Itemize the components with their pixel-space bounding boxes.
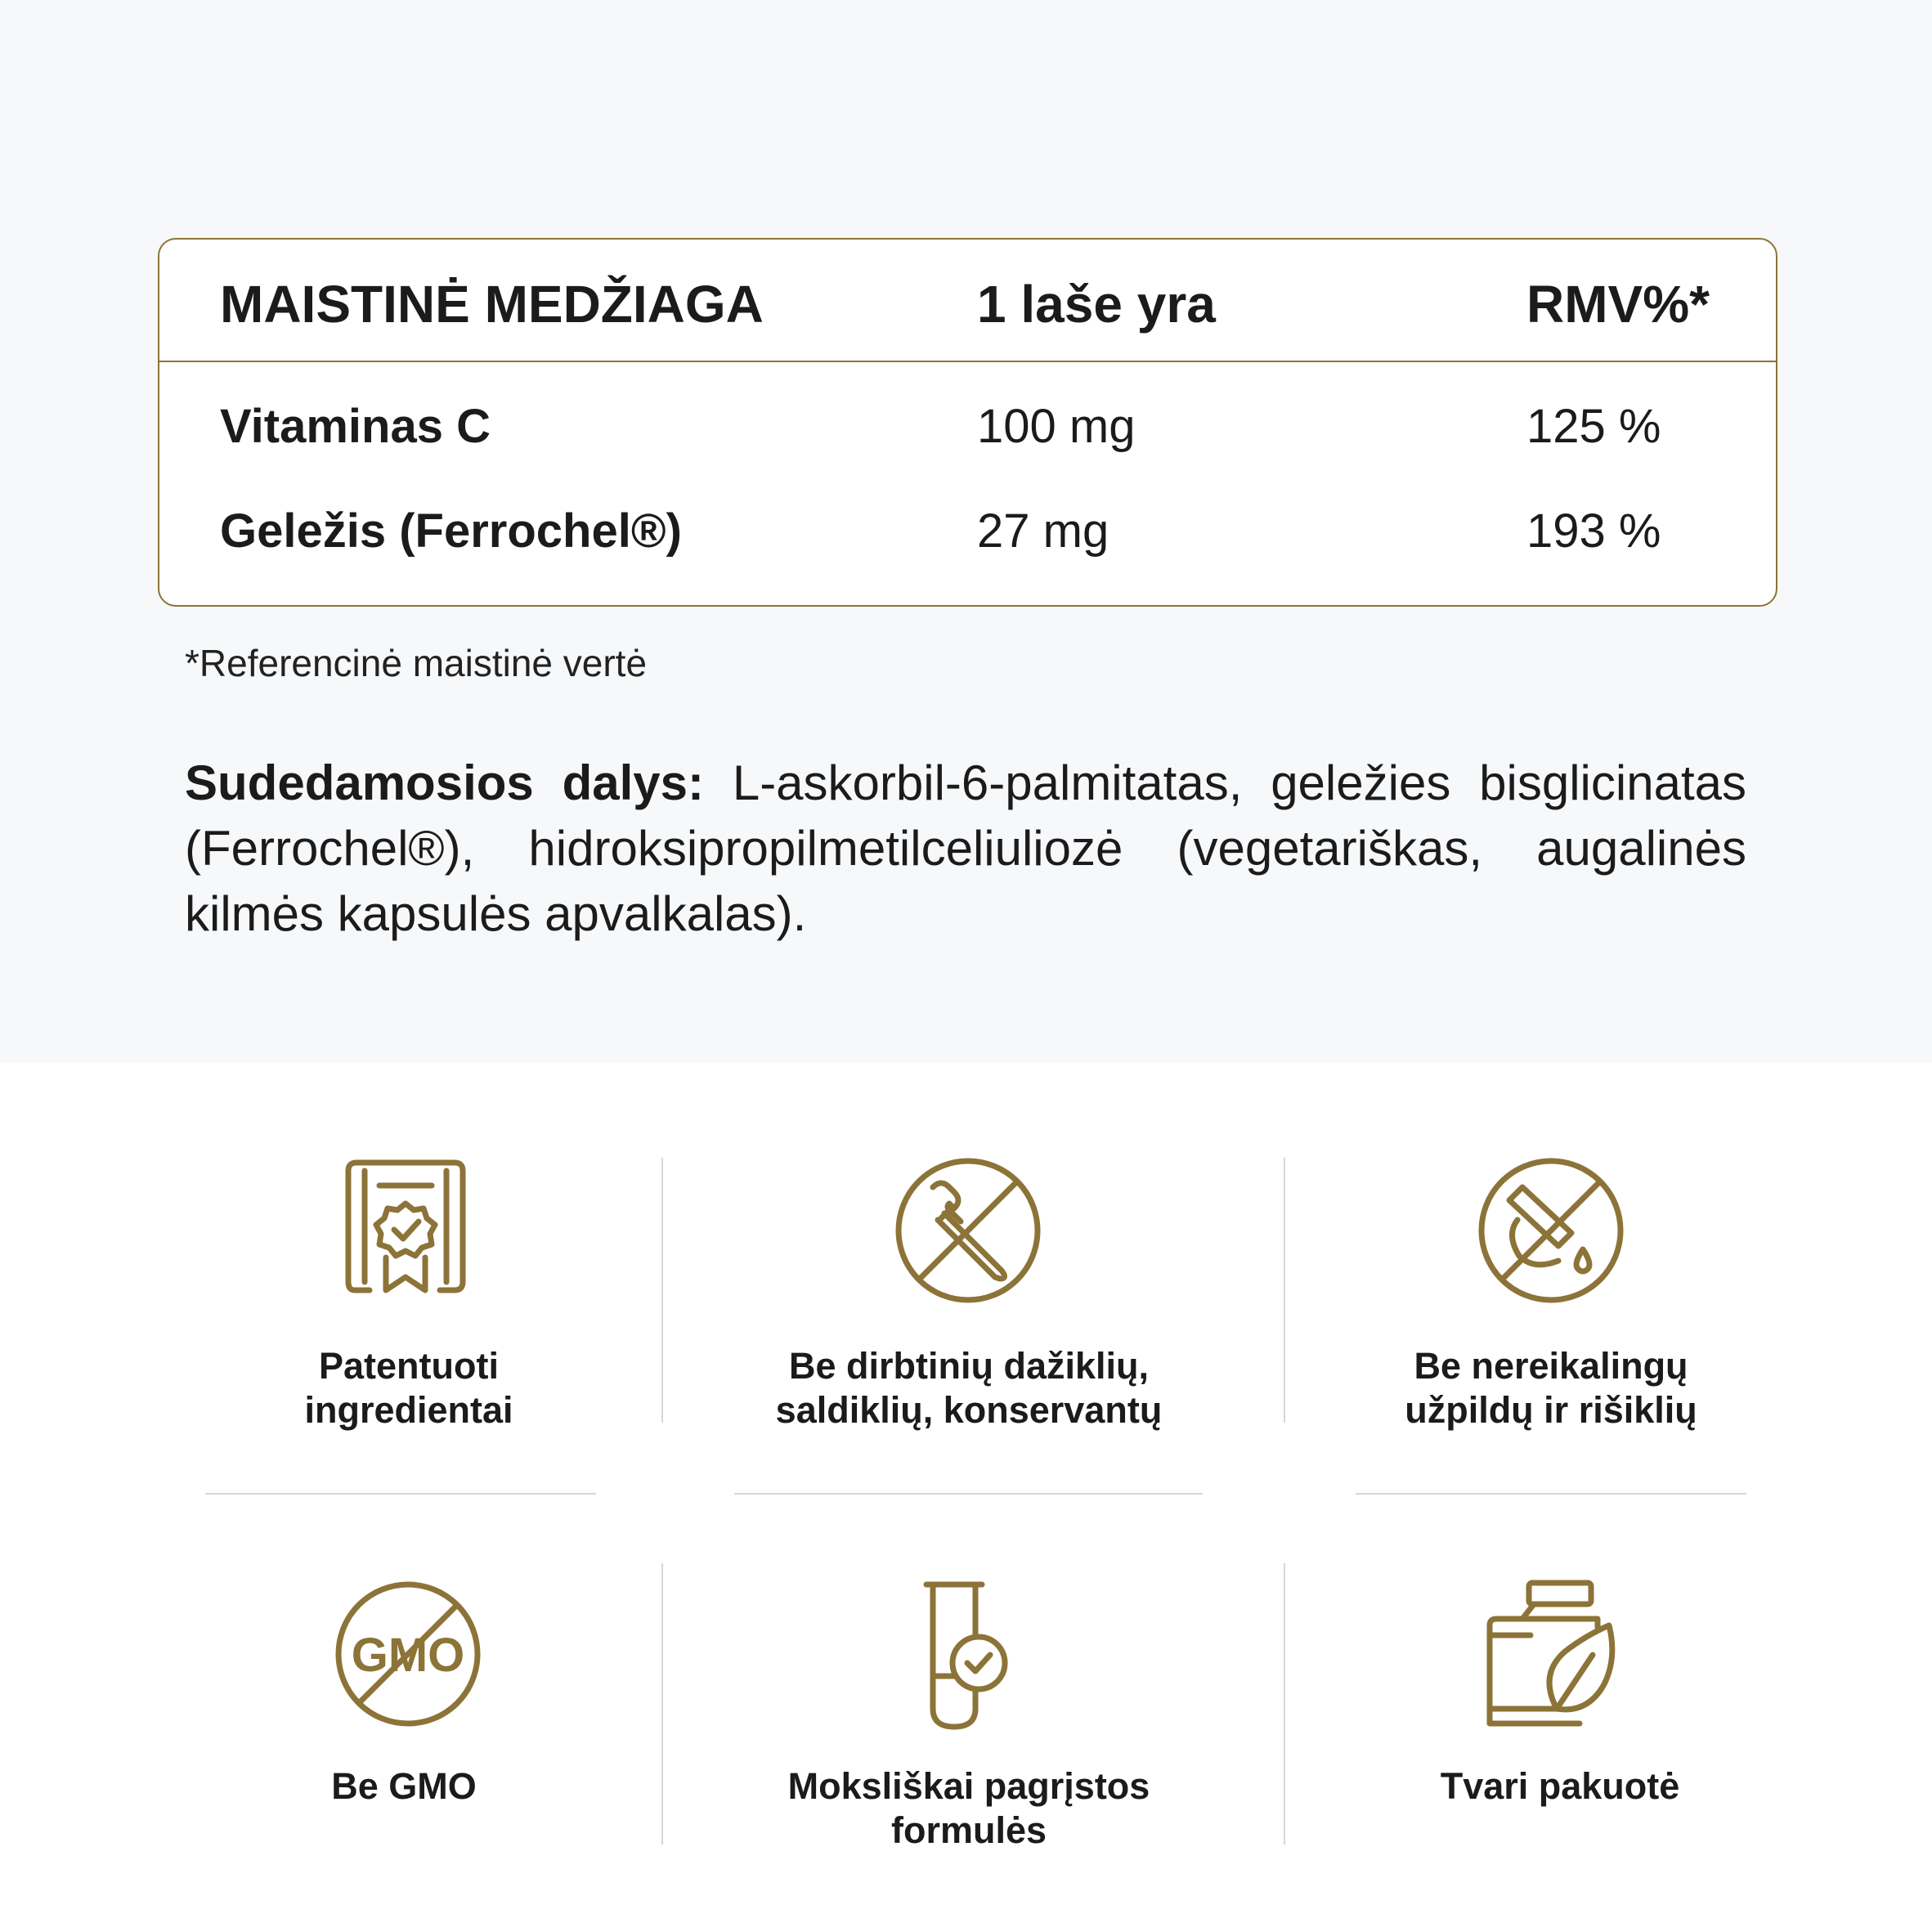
- feature-label: Patentuoti ingredientai: [304, 1345, 513, 1431]
- divider: [1356, 1493, 1746, 1495]
- divider: [1284, 1158, 1285, 1423]
- header-rmv: RMV%*: [1526, 275, 1710, 334]
- no-filler-icon: [1473, 1153, 1629, 1308]
- test-tube-check-icon: [890, 1576, 1046, 1732]
- row-2-name: Geležis (Ferrochel®): [220, 504, 682, 558]
- feature-label: Be GMO: [331, 1765, 477, 1807]
- feature-label: Tvari pakuotė: [1440, 1765, 1680, 1807]
- ingredients-text: L-askorbil-6-palmitatas, geležies bisglicinatas (Ferrochel®), hidroksipropilmetilceliuliozė (vegetariškas, augalinės kilmės kapsulės apvalkalas).: [185, 755, 1746, 941]
- row-1-amount: 100 mg: [977, 400, 1136, 453]
- row-1-rmv: 125 %: [1526, 400, 1661, 453]
- header-nutrient: MAISTINĖ MEDŽIAGA: [220, 275, 764, 334]
- ingredients-label: Sudedamosios dalys:: [185, 755, 704, 810]
- certificate-icon: [330, 1153, 486, 1308]
- feature-label: Be dirbtinių dažiklių, saldiklių, konservantų: [775, 1345, 1163, 1431]
- no-gmo-icon: [330, 1576, 486, 1732]
- divider: [661, 1563, 663, 1845]
- row-2-rmv: 193 %: [1526, 504, 1661, 558]
- divider: [205, 1493, 596, 1495]
- divider: [661, 1158, 663, 1423]
- footnote: *Referencinė maistinė vertė: [185, 642, 648, 684]
- feature-label: Moksliškai pagrįstos formulės: [787, 1765, 1150, 1851]
- row-1-name: Vitaminas C: [220, 400, 491, 453]
- no-dropper-icon: [890, 1153, 1046, 1308]
- feature-label: Be nereikalingų užpildų ir rišiklių: [1405, 1345, 1697, 1431]
- ingredients-paragraph: [185, 751, 1746, 947]
- header-amount: 1 laše yra: [977, 275, 1216, 334]
- row-2-amount: 27 mg: [977, 504, 1109, 558]
- divider: [1284, 1563, 1285, 1845]
- table-header: [159, 240, 1776, 362]
- nutrition-table: [158, 238, 1777, 607]
- divider: [734, 1493, 1203, 1495]
- eco-jar-icon: [1473, 1576, 1629, 1732]
- svg-text:GMO: GMO: [351, 1629, 465, 1682]
